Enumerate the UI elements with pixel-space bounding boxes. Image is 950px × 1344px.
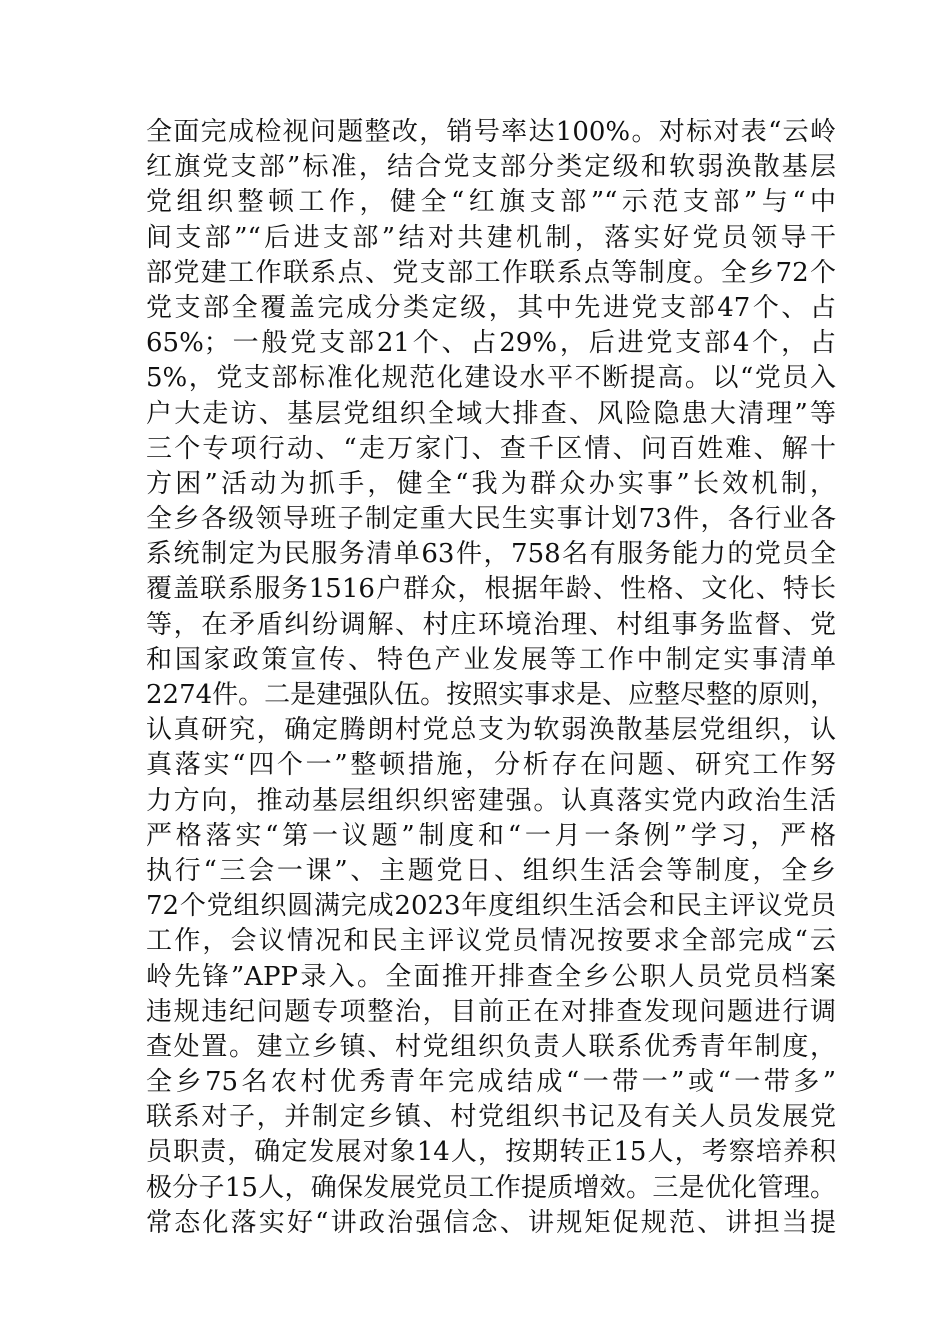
text-line: 严格落实“第一议题”制度和“一月一条例”学习，严格 (146, 820, 836, 851)
text-line: 三个专项行动、“走万家门、查千区情、问百姓难、解十 (146, 433, 836, 464)
text-line: 72个党组织圆满完成2023年度组织生活会和民主评议党员 (146, 891, 836, 922)
text-line: 员职责，确定发展对象14人，按期转正15人，考察培养积 (146, 1137, 836, 1168)
body-paragraph (146, 115, 836, 1241)
text-line: 全面完成检视问题整改，销号率达100%。对标对表“云岭 (146, 117, 836, 147)
text-line: 极分子15人，确保发展党员工作提质增效。三是优化管理。 (146, 1172, 836, 1203)
text-line: 党支部全覆盖完成分类定级，其中先进党支部47个、占 (146, 292, 836, 323)
text-line: 部党建工作联系点、党支部工作联系点等制度。全乡72个 (146, 257, 836, 288)
text-line: 执行“三会一课”、主题党日、组织生活会等制度，全乡 (146, 855, 836, 886)
text-line: 红旗党支部”标准，结合党支部分类定级和软弱涣散基层 (146, 152, 836, 183)
text-line: 党组织整顿工作，健全“红旗支部”“示范支部”与“中 (146, 187, 836, 218)
text-line: 全乡各级领导班子制定重大民生实事计划73件，各行业各 (146, 504, 836, 535)
text-line: 间支部”“后进支部”结对共建机制，落实好党员领导干 (146, 222, 836, 253)
text-line: 5%，党支部标准化规范化建设水平不断提高。以“党员入 (146, 363, 836, 394)
text-line: 力方向，推动基层组织织密建强。认真落实党内政治生活 (146, 785, 836, 816)
text-line: 真落实“四个一”整顿措施，分析存在问题、研究工作努 (146, 750, 836, 781)
text-line: 工作，会议情况和民主评议党员情况按要求全部完成“云 (146, 926, 836, 957)
text-line: 65%；一般党支部21个、占29%，后进党支部4个，占 (146, 328, 836, 359)
text-line: 全乡75名农村优秀青年完成结成“一带一”或“一带多” (146, 1067, 836, 1098)
text-line: 联系对子，并制定乡镇、村党组织书记及有关人员发展党 (146, 1102, 836, 1133)
text-line: 违规违纪问题专项整治，目前正在对排查发现问题进行调 (146, 996, 836, 1027)
text-line: 常态化落实好“讲政治强信念、讲规矩促规范、讲担当提 (146, 1207, 836, 1238)
text-line: 户大走访、基层党组织全域大排查、风险隐患大清理”等 (146, 398, 836, 429)
text-line: 岭先锋”APP录入。全面推开排查全乡公职人员党员档案 (146, 961, 836, 992)
text-line: 等，在矛盾纠纷调解、村庄环境治理、村组事务监督、党 (146, 609, 836, 640)
text-line: 查处置。建立乡镇、村党组织负责人联系优秀青年制度， (146, 1031, 836, 1062)
text-line: 系统制定为民服务清单63件，758名有服务能力的党员全 (146, 539, 836, 570)
text-line: 和国家政策宣传、特色产业发展等工作中制定实事清单 (146, 644, 836, 675)
text-line: 认真研究，确定腾朗村党总支为软弱涣散基层党组织，认 (146, 715, 836, 746)
text-line: 方困”活动为抓手，健全“我为群众办实事”长效机制， (146, 468, 836, 499)
text-line: 2274件。二是建强队伍。按照实事求是、应整尽整的原则， (146, 680, 837, 710)
text-line: 覆盖联系服务1516户群众，根据年龄、性格、文化、特长 (146, 574, 836, 605)
